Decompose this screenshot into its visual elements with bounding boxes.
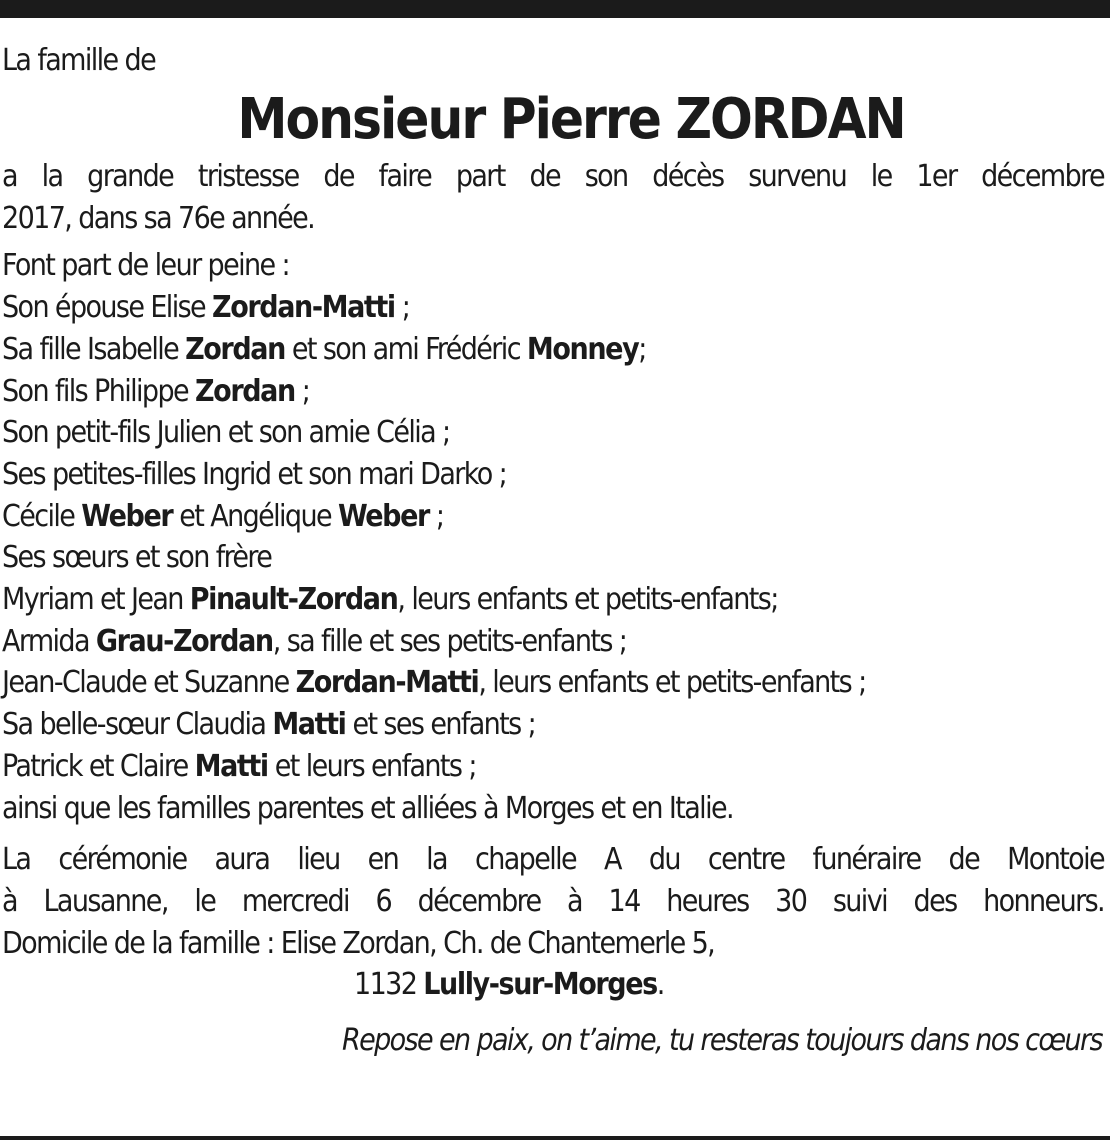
mourner-line: Patrick et Claire Matti et leurs enfants ; [2,748,476,784]
mourner-line: Ses sœurs et son frère [2,540,272,576]
obituary-notice [2,40,1104,1062]
mourner-line: Jean-Claude et Suzanne Zordan-Matti, leurs enfants et petits-enfants ; [2,665,866,701]
mourner-line: Myriam et Jean Pinault-Zordan, leurs enfants et petits-enfants; [2,582,778,618]
mourner-line: Son épouse Elise Zordan-Matti ; [2,290,410,326]
closing-message: Repose en paix, on t’aime, tu resteras toujours dans nos cœurs [341,1023,1102,1059]
mourner-line: Son fils Philippe Zordan ; [2,373,310,409]
home-postcode-town: 1132 Lully-sur-Morges. [354,967,664,1003]
mourner-line: Son petit-fils Julien et son amie Célia ; [2,415,450,451]
announcement-line-1: a la grande tristesse de faire part de son décès survenu le 1er décembre [2,159,1104,194]
ceremony-line-1: La cérémonie aura lieu en la chapelle A du centre funéraire de Montoie [2,842,1104,878]
mourner-line: Sa fille Isabelle Zordan et son ami Frédéric Monney; [2,331,646,367]
ceremony-line-2: à Lausanne, le mercredi 6 décembre à 14 heures 30 suivi des honneurs. [2,883,1104,919]
mourner-line: Armida Grau-Zordan, sa fille et ses petits-enfants ; [2,623,627,659]
deceased-name: Monsieur Pierre ZORDAN [237,87,905,152]
mourner-line: Ses petites-filles Ingrid et son mari Darko ; [2,456,507,492]
mourner-line: Sa belle-sœur Claudia Matti et ses enfants ; [2,707,536,743]
mourner-line: ainsi que les familles parentes et alliées à Morges et en Italie. [2,790,733,826]
announcement-line-2: 2017, dans sa 76e année. [2,200,315,236]
home-address-line: Domicile de la famille : Elise Zordan, Ch. de Chantemerle 5, [2,925,715,961]
mourner-line: Cécile Weber et Angélique Weber ; [2,498,444,534]
bottom-rule [0,1136,1110,1140]
mourners-intro: Font part de leur peine : [2,248,289,284]
top-rule [0,0,1110,18]
intro-text: La famille de [2,43,156,78]
